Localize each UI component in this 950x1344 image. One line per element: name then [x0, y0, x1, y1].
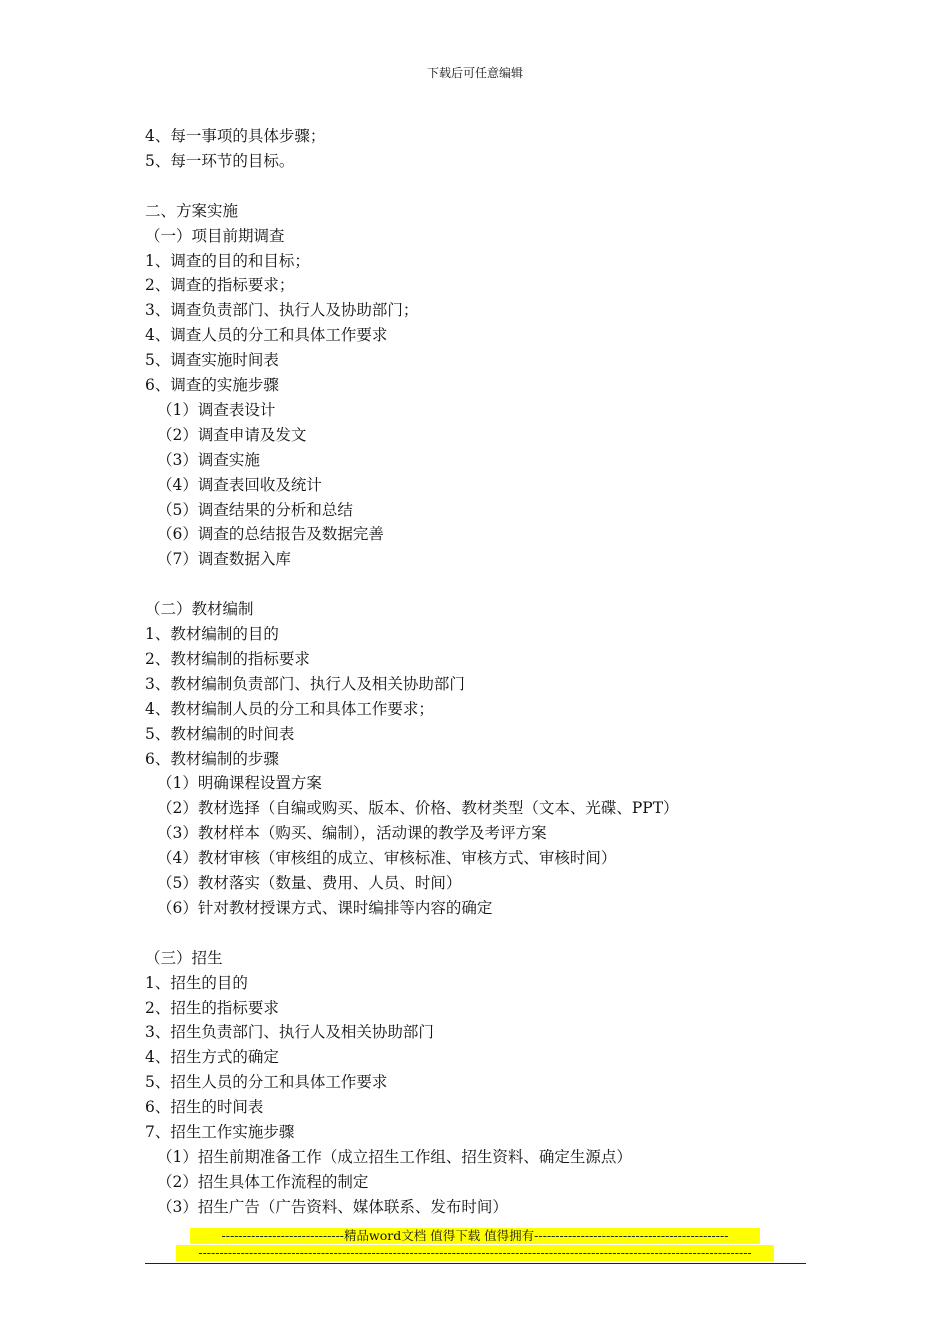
- text-line: （3）招生广告（广告资料、媒体联系、发布时间）: [157, 1197, 508, 1216]
- footer-rule: [145, 1263, 806, 1264]
- text-line: 4、调查人员的分工和具体工作要求: [145, 326, 388, 345]
- footer-banner-line-1: -----------------------------精品word文档 值得下载 值得拥有----------------------------------------------: [190, 1228, 760, 1244]
- text-line: （5）调查结果的分析和总结: [157, 500, 353, 519]
- text-line: 4、教材编制人员的分工和具体工作要求；: [145, 699, 434, 718]
- text-line: 2、教材编制的指标要求: [145, 649, 310, 668]
- text-line: （3）调查实施: [157, 450, 260, 469]
- text-line: 7、招生工作实施步骤: [145, 1123, 295, 1141]
- text-line: （6）调查的总结报告及数据完善: [157, 525, 384, 544]
- text-line: 6、教材编制的步骤: [145, 749, 279, 768]
- text-line: 2、招生的指标要求: [145, 998, 279, 1017]
- text-line: （4）教材审核（审核组的成立、审核标准、审核方式、审核时间）: [157, 849, 617, 868]
- text-line: （3）教材样本（购买、编制），活动课的教学及考评方案: [157, 824, 547, 843]
- text-line: 5、招生人员的分工和具体工作要求: [145, 1073, 388, 1092]
- text-line: （二）教材编制: [145, 600, 254, 619]
- text-line: 1、招生的目的: [145, 973, 248, 992]
- text-line: 5、教材编制的时间表: [145, 724, 295, 743]
- text-line: （一）项目前期调查: [145, 226, 285, 245]
- text-line: （2）调查申请及发文: [157, 425, 307, 444]
- text-line: （2）招生具体工作流程的制定: [157, 1172, 369, 1191]
- text-line: （2）教材选择（自编或购买、版本、价格、教材类型（文本、光碟、PPT）: [157, 799, 679, 818]
- text-line: 二、方案实施: [145, 201, 239, 220]
- text-line: 4、每一事项的具体步骤；: [145, 127, 326, 145]
- text-line: 3、教材编制负责部门、执行人及相关协助部门: [145, 674, 465, 693]
- text-line: 3、调查负责部门、执行人及协助部门；: [145, 301, 419, 320]
- text-line: （三）招生: [145, 948, 223, 967]
- text-line: （1）明确课程设置方案: [157, 774, 322, 793]
- text-line: （5）教材落实（数量、费用、人员、时间）: [157, 874, 462, 892]
- text-line: 1、教材编制的目的: [145, 625, 279, 643]
- text-line: 2、调查的指标要求；: [145, 276, 295, 295]
- text-line: 5、调查实施时间表: [145, 351, 279, 370]
- text-line: （6）针对教材授课方式、课时编排等内容的确定: [157, 898, 493, 917]
- text-line: （7）调查数据入库: [157, 550, 291, 569]
- text-line: （1）调查表设计: [157, 400, 276, 419]
- page-header: 下载后可任意编辑: [426, 66, 523, 80]
- text-line: 6、调查的实施步骤: [145, 376, 279, 394]
- text-line: 5、每一环节的目标。: [145, 151, 295, 170]
- text-line: （4）调查表回收及统计: [157, 475, 322, 494]
- text-line: 3、招生负责部门、执行人及相关协助部门: [145, 1023, 434, 1042]
- text-line: 1、调查的目的和目标；: [145, 251, 310, 270]
- text-line: （1）招生前期准备工作（成立招生工作组、招生资料、确定生源点）: [157, 1147, 632, 1166]
- footer-banner-line-2: -----------------------------------------------------------------------------------------------------------------------------------: [176, 1245, 774, 1261]
- text-line: 4、招生方式的确定: [145, 1048, 279, 1067]
- text-line: 6、招生的时间表: [145, 1098, 264, 1117]
